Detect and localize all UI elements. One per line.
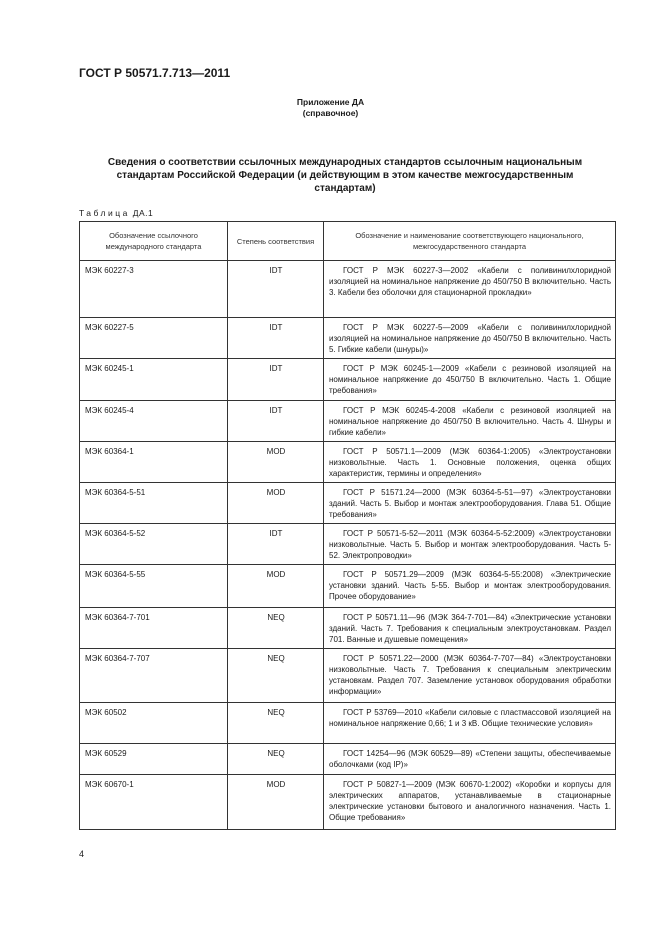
cell-description: ГОСТ Р МЭК 60245-4-2008 «Кабели с резиновой изоляцией на номинальное напряжение до 450/750 В включительно. Часть 4. Шнуры и гибкие кабели» (324, 401, 616, 442)
cell-degree: MOD (228, 565, 324, 608)
cell-degree: IDT (228, 318, 324, 359)
section-title: Сведения о соответствии ссылочных международных стандартов ссылочным национальным стандартам Российской Федерации (и действующим в этом качестве межгосударственным стандартам) (107, 157, 583, 194)
cell-description: ГОСТ Р МЭК 60227-5—2009 «Кабели с поливинилхлоридной изоляцией на номинальное напряжение до 450/750 В включительно. Часть 5. Гибкие кабели (шнуры)» (324, 318, 616, 359)
cell-description: ГОСТ Р МЭК 60245-1—2009 «Кабели с резиновой изоляцией на номинальное напряжение до 450/750 В включительно. Часть 1. Общие требования» (324, 359, 616, 401)
cell-degree: IDT (228, 401, 324, 442)
header-description: Обозначение и наименование соответствующего национального, межгосударственного стандарта (324, 222, 616, 261)
header-designation: Обозначение ссылочного международного стандарта (80, 222, 228, 261)
table-row (80, 775, 616, 830)
table-row (80, 524, 616, 565)
cell-degree: NEQ (228, 649, 324, 703)
cell-degree: NEQ (228, 608, 324, 649)
document-code: ГОСТ Р 50571.7.713—2011 (79, 66, 231, 80)
cell-designation: МЭК 60227-3 (80, 261, 228, 318)
cell-designation: МЭК 60245-4 (80, 401, 228, 442)
appendix-heading (0, 97, 661, 119)
table-row (80, 483, 616, 524)
cell-degree: IDT (228, 524, 324, 565)
standards-table (79, 221, 616, 830)
table-row (80, 261, 616, 318)
cell-description: ГОСТ Р 50571.22—2000 (МЭК 60364-7-707—84) «Электроустановки низковольтные. Часть 7. Требования к специальным электрическим установкам. Раздел 707. Заземление установок оборудования обработки информации» (324, 649, 616, 703)
cell-degree: MOD (228, 775, 324, 830)
cell-designation: МЭК 60502 (80, 703, 228, 744)
cell-designation: МЭК 60245-1 (80, 359, 228, 401)
table-row (80, 703, 616, 744)
cell-designation: МЭК 60227-5 (80, 318, 228, 359)
cell-designation: МЭК 60364-7-707 (80, 649, 228, 703)
cell-designation: МЭК 60670-1 (80, 775, 228, 830)
table-row (80, 318, 616, 359)
cell-description: ГОСТ Р 50827-1—2009 (МЭК 60670-1:2002) «Коробки и корпусы для электрических аппаратов, устанавливаемые в стационарные электрические установки бытового и аналогичного назначения. Часть 1. Общие требования» (324, 775, 616, 830)
cell-description: ГОСТ 14254—96 (МЭК 60529—89) «Степени защиты, обеспечиваемые оболочками (код IP)» (324, 744, 616, 775)
table-caption (79, 208, 153, 218)
cell-designation: МЭК 60364-5-55 (80, 565, 228, 608)
cell-degree: IDT (228, 261, 324, 318)
cell-description: ГОСТ Р МЭК 60227-3—2002 «Кабели с поливинилхлоридной изоляцией на номинальное напряжение до 450/750 В включительно. Часть 3. Кабели без оболочки для стационарной прокладки» (324, 261, 616, 318)
cell-designation: МЭК 60529 (80, 744, 228, 775)
table-row (80, 565, 616, 608)
cell-degree: NEQ (228, 703, 324, 744)
table-row (80, 359, 616, 401)
table-row (80, 442, 616, 483)
table-row (80, 401, 616, 442)
table-row (80, 608, 616, 649)
cell-designation: МЭК 60364-7-701 (80, 608, 228, 649)
cell-degree: NEQ (228, 744, 324, 775)
appendix-title: Приложение ДА (296, 97, 365, 107)
cell-degree: IDT (228, 359, 324, 401)
cell-designation: МЭК 60364-5-51 (80, 483, 228, 524)
cell-description: ГОСТ Р 50571.29—2009 (МЭК 60364-5-55:2008) «Электрические установки зданий. Часть 5-55. Выбор и монтаж электрооборудования. Прочее оборудование» (324, 565, 616, 608)
cell-description: ГОСТ Р 53769—2010 «Кабели силовые с пластмассовой изоляцией на номинальное напряжение 0,66; 1 и 3 кВ. Общие технические условия» (324, 703, 616, 744)
cell-degree: MOD (228, 483, 324, 524)
header-degree: Степень соответствия (228, 222, 324, 261)
cell-degree: MOD (228, 442, 324, 483)
table-row (80, 649, 616, 703)
page-number: 4 (79, 849, 85, 859)
appendix-subtitle: (справочное) (302, 108, 359, 118)
table-caption-number: ДА.1 (132, 208, 154, 218)
table-caption-word: Таблица (79, 208, 130, 218)
cell-description: ГОСТ Р 50571.11—96 (МЭК 364-7-701—84) «Электрические установки зданий. Часть 7. Требования к специальным электроустановкам. Раздел 701. Ванные и душевые помещения» (324, 608, 616, 649)
cell-designation: МЭК 60364-5-52 (80, 524, 228, 565)
cell-description: ГОСТ Р 50571.1—2009 (МЭК 60364-1:2005) «Электроустановки низковольтные. Часть 1. Основные положения, оценка общих характеристик, термины и определения» (324, 442, 616, 483)
table-row (80, 744, 616, 775)
cell-description: ГОСТ Р 51571.24—2000 (МЭК 60364-5-51—97) «Электроустановки зданий. Часть 5. Выбор и монтаж электрооборудования. Глава 51. Общие требования» (324, 483, 616, 524)
table-header-row (80, 222, 616, 261)
cell-description: ГОСТ Р 50571-5-52—2011 (МЭК 60364-5-52:2009) «Электроустановки низковольтные. Часть 5. Выбор и монтаж электрооборудования. Часть 5-52. Электропроводки» (324, 524, 616, 565)
cell-designation: МЭК 60364-1 (80, 442, 228, 483)
